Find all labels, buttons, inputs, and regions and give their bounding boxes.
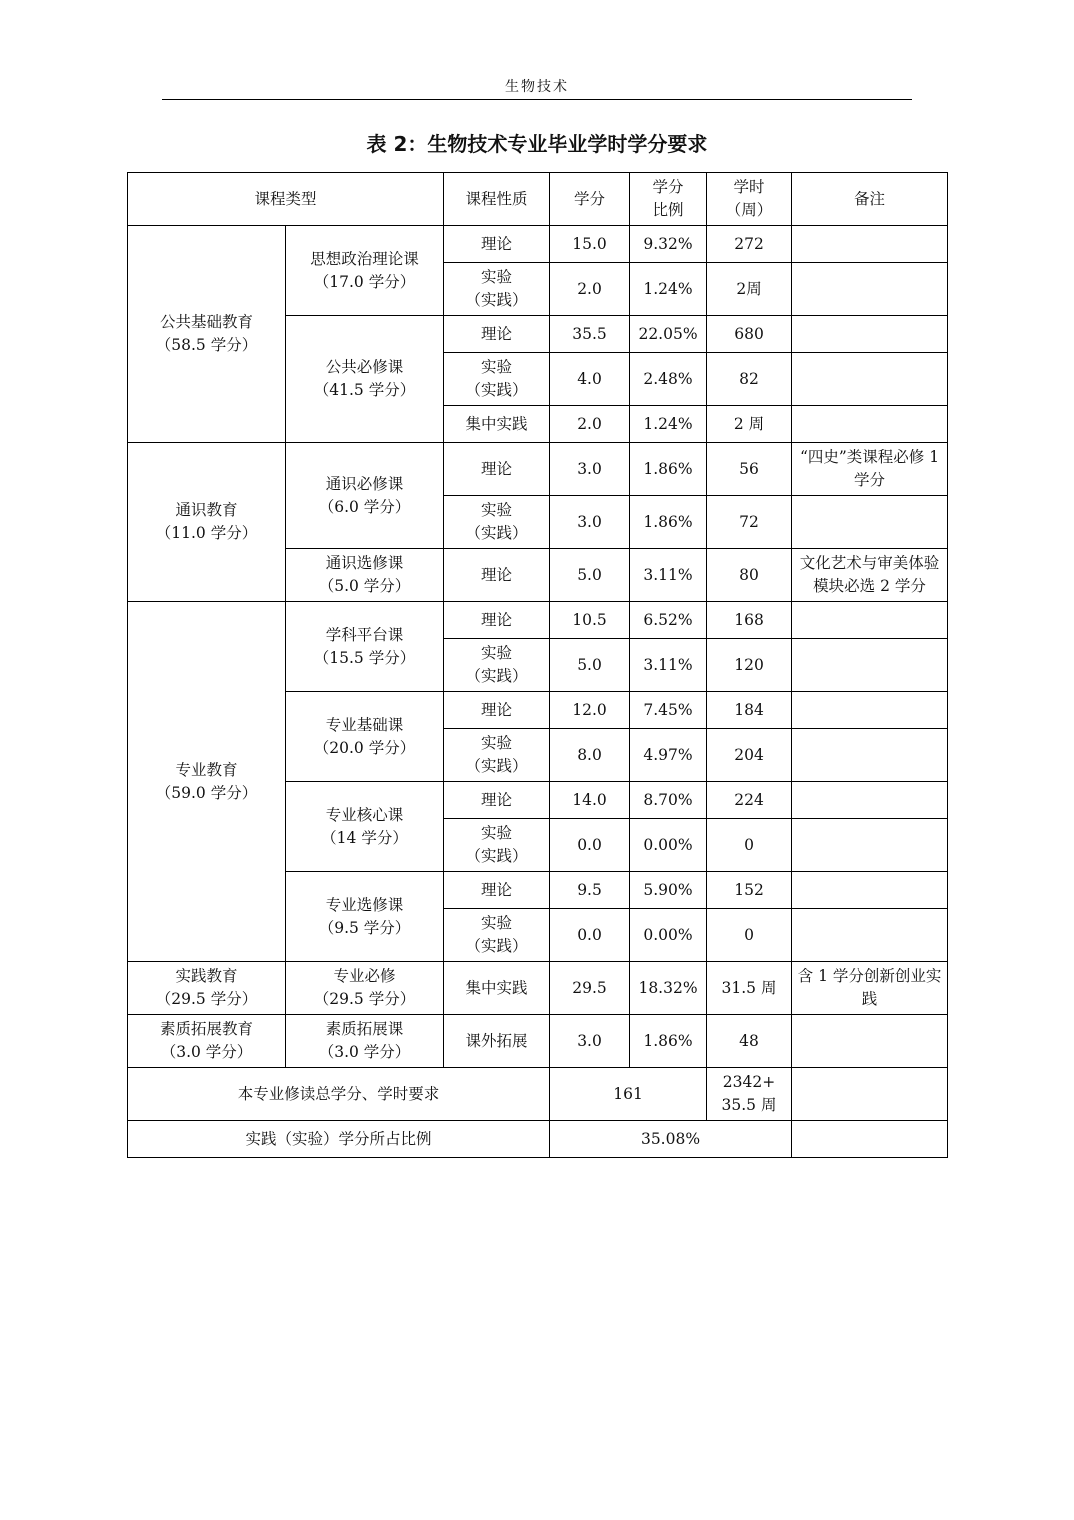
cell-ratio: 0.00% <box>630 819 707 872</box>
subgroup-major-required: 专业必修 （29.5 学分） <box>286 962 444 1015</box>
subgroup-politics: 思想政治理论课 （17.0 学分） <box>286 226 444 316</box>
subgroup-general-elective: 通识选修课 （5.0 学分） <box>286 549 444 602</box>
subgroup-quality-course: 素质拓展课 （3.0 学分） <box>286 1015 444 1068</box>
cell-notes <box>792 729 948 782</box>
table-row <box>128 226 948 263</box>
cell-nature: 理论 <box>444 443 550 496</box>
cell-hours: 48 <box>707 1015 792 1068</box>
header-category: 课程类型 <box>128 173 444 226</box>
cell-hours: 168 <box>707 602 792 639</box>
cell-ratio: 2.48% <box>630 353 707 406</box>
cell-ratio: 1.24% <box>630 406 707 443</box>
cell-nature: 实验 （实践） <box>444 496 550 549</box>
cell-ratio: 3.11% <box>630 549 707 602</box>
table-row <box>128 1015 948 1068</box>
group-public: 公共基础教育 （58.5 学分） <box>128 226 286 443</box>
cell-credits: 29.5 <box>550 962 630 1015</box>
cell-nature: 实验 （实践） <box>444 639 550 692</box>
cell-credits: 9.5 <box>550 872 630 909</box>
cell-ratio: 5.90% <box>630 872 707 909</box>
cell-credits: 3.0 <box>550 443 630 496</box>
cell-ratio: 4.97% <box>630 729 707 782</box>
table-row <box>128 602 948 639</box>
cell-notes <box>792 1015 948 1068</box>
credit-requirements-table <box>127 172 948 1158</box>
cell-hours: 80 <box>707 549 792 602</box>
cell-hours: 72 <box>707 496 792 549</box>
cell-notes <box>792 263 948 316</box>
cell-nature: 理论 <box>444 872 550 909</box>
cell-credits: 3.0 <box>550 496 630 549</box>
cell-nature: 实验 （实践） <box>444 353 550 406</box>
cell-hours: 184 <box>707 692 792 729</box>
cell-ratio: 3.11% <box>630 639 707 692</box>
header-ratio: 学分 比例 <box>630 173 707 226</box>
cell-credits: 4.0 <box>550 353 630 406</box>
practice-ratio-row <box>128 1121 948 1158</box>
cell-nature: 实验 （实践） <box>444 819 550 872</box>
cell-hours: 31.5 周 <box>707 962 792 1015</box>
group-quality: 素质拓展教育 （3.0 学分） <box>128 1015 286 1068</box>
cell-credits: 0.0 <box>550 819 630 872</box>
cell-credits: 10.5 <box>550 602 630 639</box>
cell-notes <box>792 406 948 443</box>
cell-nature: 课外拓展 <box>444 1015 550 1068</box>
cell-hours: 2周 <box>707 263 792 316</box>
cell-nature: 理论 <box>444 226 550 263</box>
cell-notes <box>792 872 948 909</box>
cell-credits: 35.5 <box>550 316 630 353</box>
cell-hours: 0 <box>707 909 792 962</box>
cell-ratio: 7.45% <box>630 692 707 729</box>
cell-notes <box>792 909 948 962</box>
cell-ratio: 8.70% <box>630 782 707 819</box>
cell-nature: 理论 <box>444 316 550 353</box>
cell-ratio: 18.32% <box>630 962 707 1015</box>
cell-credits: 2.0 <box>550 406 630 443</box>
cell-notes <box>792 782 948 819</box>
cell-ratio: 1.86% <box>630 443 707 496</box>
cell-nature: 集中实践 <box>444 962 550 1015</box>
header-row <box>128 173 948 226</box>
group-major: 专业教育 （59.0 学分） <box>128 602 286 962</box>
subgroup-discipline-platform: 学科平台课 （15.5 学分） <box>286 602 444 692</box>
header-nature: 课程性质 <box>444 173 550 226</box>
total-hours: 2342+ 35.5 周 <box>707 1068 792 1121</box>
total-row <box>128 1068 948 1121</box>
table-row <box>128 443 948 496</box>
cell-credits: 5.0 <box>550 639 630 692</box>
group-general: 通识教育 （11.0 学分） <box>128 443 286 602</box>
cell-hours: 82 <box>707 353 792 406</box>
cell-notes <box>792 692 948 729</box>
cell-nature: 理论 <box>444 782 550 819</box>
subgroup-public-required: 公共必修课 （41.5 学分） <box>286 316 444 443</box>
cell-hours: 2 周 <box>707 406 792 443</box>
practice-ratio-value: 35.08% <box>550 1121 792 1158</box>
cell-ratio: 1.24% <box>630 263 707 316</box>
cell-notes: “四史”类课程必修 1 学分 <box>792 443 948 496</box>
header-notes: 备注 <box>792 173 948 226</box>
cell-nature: 理论 <box>444 602 550 639</box>
cell-nature: 实验 （实践） <box>444 263 550 316</box>
cell-nature: 实验 （实践） <box>444 729 550 782</box>
cell-hours: 204 <box>707 729 792 782</box>
page-header: 生物技术 <box>505 79 569 95</box>
cell-ratio: 0.00% <box>630 909 707 962</box>
subgroup-general-required: 通识必修课 （6.0 学分） <box>286 443 444 549</box>
cell-credits: 8.0 <box>550 729 630 782</box>
cell-credits: 5.0 <box>550 549 630 602</box>
cell-credits: 3.0 <box>550 1015 630 1068</box>
cell-credits: 2.0 <box>550 263 630 316</box>
cell-hours: 120 <box>707 639 792 692</box>
cell-notes <box>792 639 948 692</box>
total-credits: 161 <box>550 1068 707 1121</box>
cell-notes <box>792 226 948 263</box>
header-hours: 学时 （周） <box>707 173 792 226</box>
cell-notes <box>792 602 948 639</box>
cell-hours: 56 <box>707 443 792 496</box>
group-practice: 实践教育 （29.5 学分） <box>128 962 286 1015</box>
cell-credits: 14.0 <box>550 782 630 819</box>
cell-ratio: 9.32% <box>630 226 707 263</box>
cell-nature: 实验 （实践） <box>444 909 550 962</box>
cell-hours: 272 <box>707 226 792 263</box>
cell-notes <box>792 819 948 872</box>
header-rule <box>162 99 912 100</box>
cell-nature: 理论 <box>444 549 550 602</box>
header-credits: 学分 <box>550 173 630 226</box>
cell-credits: 0.0 <box>550 909 630 962</box>
cell-nature: 理论 <box>444 692 550 729</box>
cell-hours: 0 <box>707 819 792 872</box>
subgroup-major-elective: 专业选修课 （9.5 学分） <box>286 872 444 962</box>
cell-credits: 12.0 <box>550 692 630 729</box>
subgroup-major-basic: 专业基础课 （20.0 学分） <box>286 692 444 782</box>
cell-notes: 含 1 学分创新创业实践 <box>792 962 948 1015</box>
cell-ratio: 1.86% <box>630 1015 707 1068</box>
cell-credits: 15.0 <box>550 226 630 263</box>
cell-hours: 224 <box>707 782 792 819</box>
total-notes <box>792 1068 948 1121</box>
cell-ratio: 6.52% <box>630 602 707 639</box>
cell-notes: 文化艺术与审美体验模块必选 2 学分 <box>792 549 948 602</box>
cell-notes <box>792 496 948 549</box>
table-title: 表 2：生物技术专业毕业学时学分要求 <box>366 132 708 156</box>
subgroup-major-core: 专业核心课 （14 学分） <box>286 782 444 872</box>
practice-ratio-notes <box>792 1121 948 1158</box>
cell-hours: 152 <box>707 872 792 909</box>
cell-ratio: 22.05% <box>630 316 707 353</box>
table-row <box>128 962 948 1015</box>
total-label: 本专业修读总学分、学时要求 <box>128 1068 550 1121</box>
cell-ratio: 1.86% <box>630 496 707 549</box>
cell-hours: 680 <box>707 316 792 353</box>
cell-notes <box>792 353 948 406</box>
cell-notes <box>792 316 948 353</box>
cell-nature: 集中实践 <box>444 406 550 443</box>
practice-ratio-label: 实践（实验）学分所占比例 <box>128 1121 550 1158</box>
